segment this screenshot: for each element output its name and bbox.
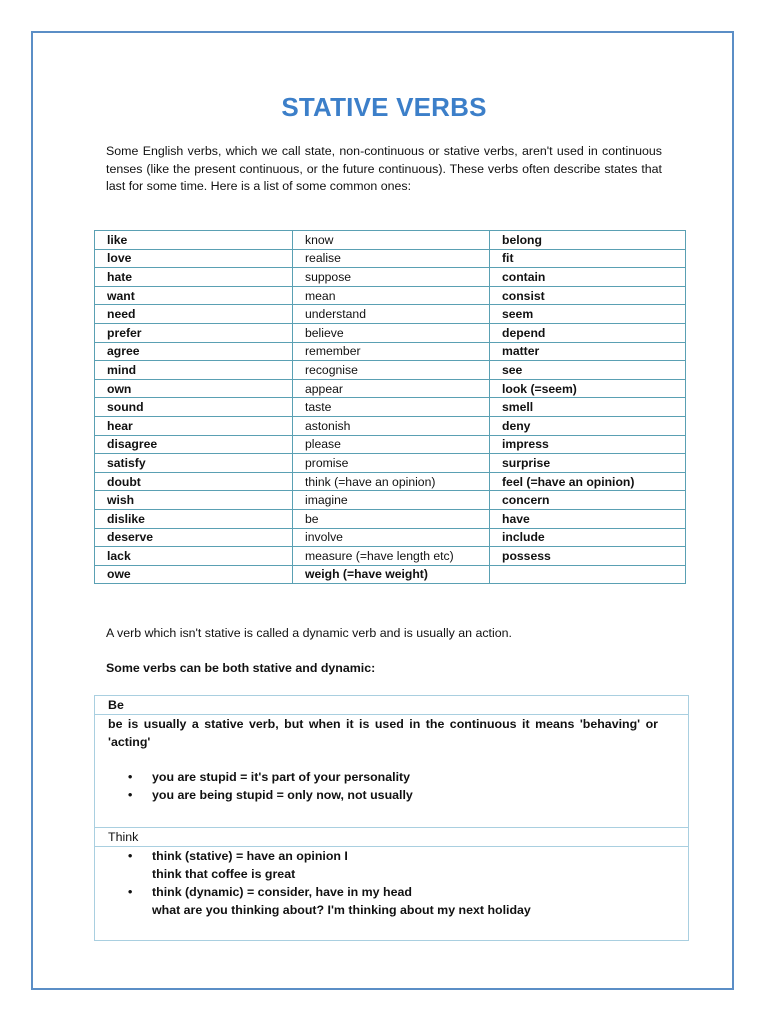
be-section bbox=[94, 695, 689, 827]
both-stative-dynamic-heading: Some verbs can be both stative and dynamic: bbox=[106, 661, 376, 675]
think-section bbox=[94, 827, 689, 941]
verb-cell: appear bbox=[293, 379, 490, 398]
table-row bbox=[95, 286, 686, 305]
verb-cell: include bbox=[490, 528, 686, 547]
verb-cell: believe bbox=[293, 323, 490, 342]
verb-cell: be bbox=[293, 509, 490, 528]
verb-cell: dislike bbox=[95, 509, 293, 528]
verb-cell: promise bbox=[293, 454, 490, 473]
verb-cell: need bbox=[95, 305, 293, 324]
verb-cell: wish bbox=[95, 491, 293, 510]
verb-table-body bbox=[95, 231, 686, 584]
verb-cell: astonish bbox=[293, 416, 490, 435]
list-item bbox=[95, 847, 688, 883]
verb-cell: belong bbox=[490, 231, 686, 250]
verb-cell: hear bbox=[95, 416, 293, 435]
verb-cell: consist bbox=[490, 286, 686, 305]
think-examples-list bbox=[95, 847, 688, 919]
verb-cell: involve bbox=[293, 528, 490, 547]
be-example-text: you are stupid = it's part of your personality bbox=[152, 770, 411, 784]
think-section-header: Think bbox=[95, 828, 688, 847]
verb-cell: matter bbox=[490, 342, 686, 361]
verb-cell: own bbox=[95, 379, 293, 398]
verb-cell: impress bbox=[490, 435, 686, 454]
bullet-icon: • bbox=[128, 788, 133, 802]
verb-cell: suppose bbox=[293, 268, 490, 287]
be-examples-list bbox=[95, 768, 688, 804]
list-item bbox=[95, 768, 688, 786]
verb-cell: lack bbox=[95, 547, 293, 566]
verb-cell: taste bbox=[293, 398, 490, 417]
verb-cell: please bbox=[293, 435, 490, 454]
page-title: STATIVE VERBS bbox=[281, 92, 487, 122]
table-row bbox=[95, 231, 686, 250]
verb-cell: feel (=have an opinion) bbox=[490, 472, 686, 491]
verb-cell: want bbox=[95, 286, 293, 305]
verb-cell: think (=have an opinion) bbox=[293, 472, 490, 491]
verb-cell: seem bbox=[490, 305, 686, 324]
verb-cell: look (=seem) bbox=[490, 379, 686, 398]
table-row bbox=[95, 565, 686, 584]
verb-cell: sound bbox=[95, 398, 293, 417]
verb-cell: love bbox=[95, 249, 293, 268]
verb-cell: imagine bbox=[293, 491, 490, 510]
table-row bbox=[95, 435, 686, 454]
verb-cell: deny bbox=[490, 416, 686, 435]
think-example-line: think that coffee is great bbox=[152, 867, 296, 881]
verb-cell: owe bbox=[95, 565, 293, 584]
bullet-icon: • bbox=[128, 770, 133, 784]
verb-cell: see bbox=[490, 361, 686, 380]
verb-cell: prefer bbox=[95, 323, 293, 342]
bullet-icon: • bbox=[128, 885, 133, 899]
verb-cell: fit bbox=[490, 249, 686, 268]
verb-cell: understand bbox=[293, 305, 490, 324]
verb-cell: mean bbox=[293, 286, 490, 305]
be-section-description: be is usually a stative verb, but when it is used in the continuous it means 'behaving' or 'acting' bbox=[108, 717, 658, 749]
list-item bbox=[95, 786, 688, 804]
verb-cell: doubt bbox=[95, 472, 293, 491]
table-row bbox=[95, 249, 686, 268]
table-row bbox=[95, 491, 686, 510]
verb-cell: smell bbox=[490, 398, 686, 417]
dynamic-verb-note: A verb which isn't stative is called a dynamic verb and is usually an action. bbox=[106, 626, 512, 640]
verb-cell: mind bbox=[95, 361, 293, 380]
verb-cell: remember bbox=[293, 342, 490, 361]
verb-cell: possess bbox=[490, 547, 686, 566]
table-row bbox=[95, 509, 686, 528]
table-row bbox=[95, 323, 686, 342]
think-example-line: think (stative) = have an opinion I bbox=[152, 849, 348, 863]
think-example-line: what are you thinking about? I'm thinking about my next holiday bbox=[152, 903, 531, 917]
table-row bbox=[95, 305, 686, 324]
verb-cell: satisfy bbox=[95, 454, 293, 473]
be-example-text: you are being stupid = only now, not usually bbox=[152, 788, 413, 802]
verb-cell: contain bbox=[490, 268, 686, 287]
verb-cell: hate bbox=[95, 268, 293, 287]
table-row bbox=[95, 268, 686, 287]
verb-cell: recognise bbox=[293, 361, 490, 380]
be-section-header: Be bbox=[95, 696, 688, 715]
verb-cell: surprise bbox=[490, 454, 686, 473]
verb-cell: like bbox=[95, 231, 293, 250]
verb-cell: realise bbox=[293, 249, 490, 268]
verb-cell: deserve bbox=[95, 528, 293, 547]
verb-cell: agree bbox=[95, 342, 293, 361]
table-row bbox=[95, 361, 686, 380]
intro-paragraph: Some English verbs, which we call state, non-continuous or stative verbs, aren't used in continuous tenses (like the present continuous, or the future continuous). These verbs often describe states that last for some time. Here is a list of some common ones: bbox=[106, 144, 662, 193]
verb-cell bbox=[490, 565, 686, 584]
list-item bbox=[95, 883, 688, 919]
verb-cell: know bbox=[293, 231, 490, 250]
verb-cell: disagree bbox=[95, 435, 293, 454]
table-row bbox=[95, 379, 686, 398]
verb-cell: weigh (=have weight) bbox=[293, 565, 490, 584]
verb-cell: measure (=have length etc) bbox=[293, 547, 490, 566]
table-row bbox=[95, 528, 686, 547]
table-row bbox=[95, 547, 686, 566]
table-row bbox=[95, 398, 686, 417]
table-row bbox=[95, 454, 686, 473]
table-row bbox=[95, 472, 686, 491]
bullet-icon: • bbox=[128, 849, 133, 863]
verb-cell: depend bbox=[490, 323, 686, 342]
think-example-line: think (dynamic) = consider, have in my head bbox=[152, 885, 412, 899]
stative-verbs-table bbox=[94, 230, 686, 584]
table-row bbox=[95, 416, 686, 435]
verb-cell: have bbox=[490, 509, 686, 528]
table-row bbox=[95, 342, 686, 361]
verb-cell: concern bbox=[490, 491, 686, 510]
